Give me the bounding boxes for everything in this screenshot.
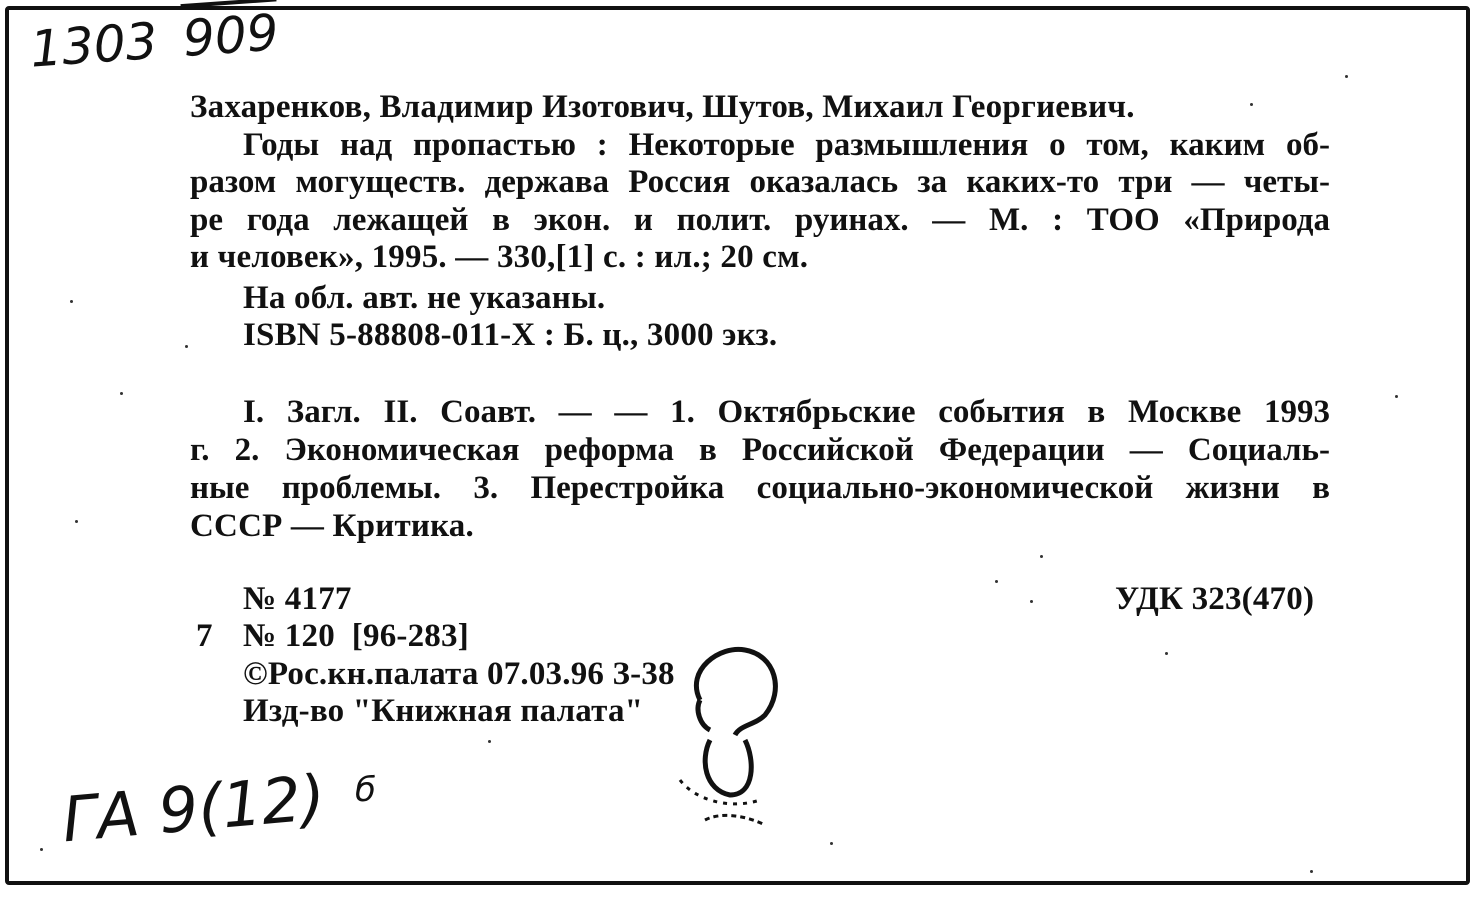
copyright-line: ©Рос.кн.палата 07.03.96 З-38: [243, 656, 675, 692]
speck: [75, 520, 78, 523]
speck: [120, 392, 123, 395]
speck: [1310, 870, 1313, 873]
record-number-2: № 120 [96-283]: [243, 618, 469, 654]
title-line: и человек», 1995. — 330,[1] с. : ил.; 20 см.: [190, 239, 809, 275]
handwritten-shelf-code: ГА 9(12): [59, 760, 329, 857]
handwritten-number-1: 1303: [28, 11, 160, 79]
speck: [1030, 600, 1033, 603]
subject-line: СССР — Критика.: [190, 508, 474, 544]
speck: [1250, 103, 1253, 106]
handwritten-number-2: 909: [181, 0, 281, 68]
author-heading: Захаренков, Владимир Изотович, Шутов, Михаил Георгиевич.: [190, 89, 1135, 125]
speck: [1165, 652, 1168, 655]
speck: [1395, 395, 1398, 398]
title-line: Годы над пропастью : Некоторые размышления о том, каким об-: [243, 127, 1330, 163]
speck: [488, 740, 491, 743]
prefix-digit: 7: [196, 618, 213, 654]
speck: [1345, 75, 1348, 78]
title-line: ре года лежащей в экон. и полит. руинах. — М. : ТОО «Природа: [190, 202, 1330, 238]
subject-line: ные проблемы. 3. Перестройка социально-экономической жизни в: [190, 470, 1330, 506]
title-line: разом могуществ. держава Россия оказалась за каких-то три — четы-: [190, 164, 1330, 200]
subject-line: г. 2. Экономическая реформа в Российской Федерации — Социаль-: [190, 432, 1330, 468]
record-number: № 4177: [243, 581, 352, 617]
speck: [40, 848, 43, 851]
speck: [1040, 555, 1043, 558]
publisher-line: Изд-во "Книжная палата": [243, 693, 644, 729]
speck: [830, 842, 833, 845]
handwritten-superscript: б: [355, 770, 376, 810]
speck: [185, 345, 188, 348]
udc-code: УДК 323(470): [1115, 581, 1315, 617]
speck: [70, 300, 73, 303]
stamp-mark-icon: [660, 630, 800, 830]
note-line: На обл. авт. не указаны.: [243, 280, 606, 316]
speck: [995, 580, 998, 583]
isbn-line: ISBN 5-88808-011-X : Б. ц., 3000 экз.: [243, 317, 778, 353]
subject-line: I. Загл. II. Соавт. — — 1. Октябрьские события в Москве 1993: [243, 394, 1330, 430]
